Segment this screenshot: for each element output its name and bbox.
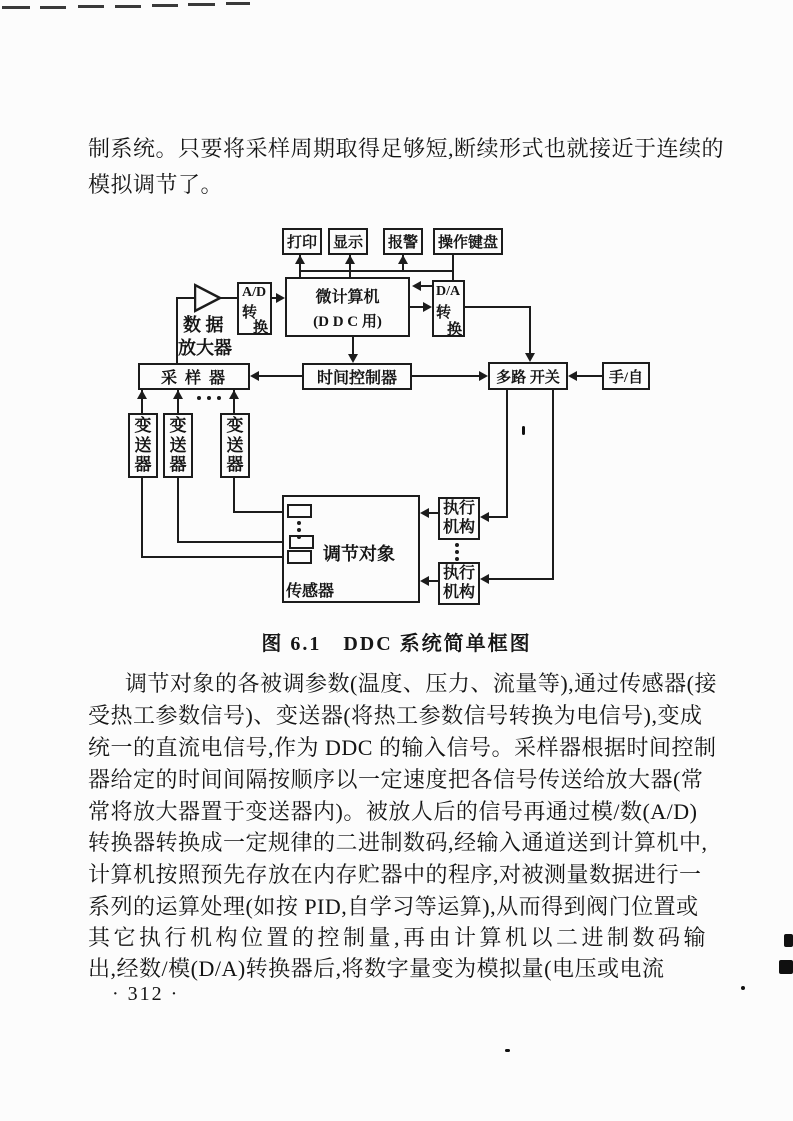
page-number: · 312 · xyxy=(112,983,180,1005)
multiplexer-box xyxy=(488,362,568,390)
figure-caption: 图 6.1 DDC 系统简单框图 xyxy=(261,633,532,655)
amplifier-label xyxy=(178,334,232,360)
ad-label: 转 xyxy=(242,305,258,321)
wire xyxy=(465,306,531,308)
amplifier-label-line2: 放大器 xyxy=(178,338,232,358)
transmitter-label: 变送器 xyxy=(169,416,187,475)
timer-label: 时间控制器 xyxy=(316,370,397,387)
arrowhead xyxy=(420,576,429,586)
computer-box xyxy=(285,277,410,337)
body-line: 系列的运算处理(如按 PID,自学习等运算),从而得到阀门位置或 xyxy=(88,894,699,919)
ad-converter-box xyxy=(237,282,272,335)
scan-mark xyxy=(779,960,793,974)
amplifier-icon xyxy=(194,283,222,313)
transmitter-box xyxy=(163,413,193,478)
wire xyxy=(141,478,143,558)
da-label: 转 xyxy=(436,305,452,321)
wire xyxy=(577,375,602,377)
actuator-label: 执行机构 xyxy=(442,500,475,536)
wire xyxy=(529,306,531,354)
alarm-label: 报警 xyxy=(387,235,418,251)
body-line: 其它执行机构位置的控制量,再由计算机以二进制数码输 xyxy=(88,925,710,950)
sampler-box xyxy=(138,363,250,390)
wire xyxy=(429,512,438,514)
computer-label-line2: (D D C 用) xyxy=(313,313,382,330)
wire xyxy=(410,306,424,308)
transmitter-box xyxy=(220,413,250,478)
multiplexer-label: 多路 开关 xyxy=(496,369,560,386)
arrowhead xyxy=(479,371,488,381)
scan-mark xyxy=(226,2,250,5)
arrowhead xyxy=(137,390,147,399)
wire xyxy=(177,478,179,543)
scan-mark xyxy=(78,5,104,8)
computer-label-line1: 微计算机 xyxy=(315,288,380,306)
wire xyxy=(506,390,508,518)
wire xyxy=(429,580,438,582)
sensor-element xyxy=(287,550,312,564)
keyboard-box xyxy=(433,228,503,255)
wire xyxy=(233,478,235,513)
arrowhead xyxy=(250,371,259,381)
body-line: 出,经数/模(D/A)转换器后,将数字量变为模拟量(电压或电流 xyxy=(88,956,665,981)
sensor-element xyxy=(289,535,314,549)
arrowhead xyxy=(295,255,305,264)
wire xyxy=(412,375,479,377)
scan-mark xyxy=(741,986,745,990)
timer-box xyxy=(302,363,412,390)
arrowhead xyxy=(423,302,432,312)
da-label: 换 xyxy=(447,322,463,338)
ad-label: 换 xyxy=(253,320,269,336)
scan-mark xyxy=(2,6,30,9)
manual-auto-box xyxy=(602,362,650,390)
print-box xyxy=(282,228,322,255)
arrowhead xyxy=(276,293,285,303)
paragraph-line: 模拟调节了。 xyxy=(88,172,224,197)
arrowhead xyxy=(229,390,239,399)
transmitter-label: 变送器 xyxy=(134,416,152,475)
print-label: 打印 xyxy=(286,235,317,251)
transmitter-label: 变送器 xyxy=(226,416,244,475)
wire xyxy=(220,297,237,299)
wire xyxy=(177,541,293,543)
body-line: 常将放大器置于变送器内)。被放人后的信号再通过模/数(A/D) xyxy=(88,799,698,824)
scan-mark xyxy=(505,1049,510,1052)
alarm-box xyxy=(383,228,423,255)
scan-mark xyxy=(522,426,525,435)
arrowhead xyxy=(525,353,535,362)
sensor-text: 传感器 xyxy=(286,583,335,600)
arrowhead xyxy=(480,574,489,584)
scan-mark xyxy=(40,6,66,9)
sensor-element xyxy=(287,504,312,518)
arrowhead xyxy=(345,255,355,264)
arrowhead xyxy=(568,371,577,381)
wire xyxy=(299,270,454,272)
wire xyxy=(489,578,553,580)
actuator-box xyxy=(438,497,480,540)
ellipsis-dots xyxy=(197,396,221,400)
body-line: 器给定的时间间隔按顺序以一定速度把各信号传送给放大器(常 xyxy=(88,767,704,792)
da-converter-box xyxy=(432,280,465,337)
arrowhead xyxy=(173,390,183,399)
wire xyxy=(489,516,507,518)
regulated-object-text: 调节对象 xyxy=(323,544,395,564)
arrowhead xyxy=(480,512,489,522)
wire xyxy=(259,375,302,377)
wire xyxy=(141,556,291,558)
body-line: 调节对象的各被调参数(温度、压力、流量等),通过传感器(接 xyxy=(125,671,717,696)
actuator-label: 执行机构 xyxy=(442,565,475,601)
ellipsis-dots xyxy=(297,521,301,539)
scan-mark xyxy=(152,4,178,7)
transmitter-box xyxy=(128,413,158,478)
amplifier-label-line1: 数 据 xyxy=(183,315,224,335)
display-label: 显示 xyxy=(332,235,363,251)
manual-auto-label: 手/自 xyxy=(608,369,644,386)
keyboard-label: 操作键盘 xyxy=(437,235,498,251)
da-label: D/A xyxy=(436,284,461,299)
scan-mark xyxy=(784,934,793,947)
ad-label: A/D xyxy=(242,285,267,300)
ellipsis-dots xyxy=(455,543,459,561)
paragraph-line: 制系统。只要将采样周期取得足够短,断续形式也就接近于连续的 xyxy=(88,136,725,161)
scan-mark xyxy=(115,5,141,8)
display-box xyxy=(328,228,368,255)
body-line: 计算机按照预先存放在内存贮器中的程序,对被测量数据进行一 xyxy=(88,862,702,887)
sensor-label xyxy=(286,578,334,601)
scan-mark xyxy=(188,3,215,6)
body-line: 受热工参数信号)、变送器(将热工参数信号转换为电信号),变成 xyxy=(88,703,703,728)
arrowhead xyxy=(420,508,429,518)
actuator-box xyxy=(438,562,480,605)
wire xyxy=(552,390,554,580)
arrowhead xyxy=(412,281,421,291)
body-line: 统一的直流电信号,作为 DDC 的输入信号。采样器根据时间控制 xyxy=(88,735,717,760)
wire xyxy=(352,337,354,355)
sampler-label: 采 样 器 xyxy=(160,370,227,387)
arrowhead xyxy=(348,354,358,363)
arrowhead xyxy=(398,255,408,264)
wire xyxy=(176,297,194,299)
regulated-object-label xyxy=(323,540,395,566)
body-line: 转换器转换成一定规律的二进制数码,经输入通道送到计算机中, xyxy=(88,830,708,855)
